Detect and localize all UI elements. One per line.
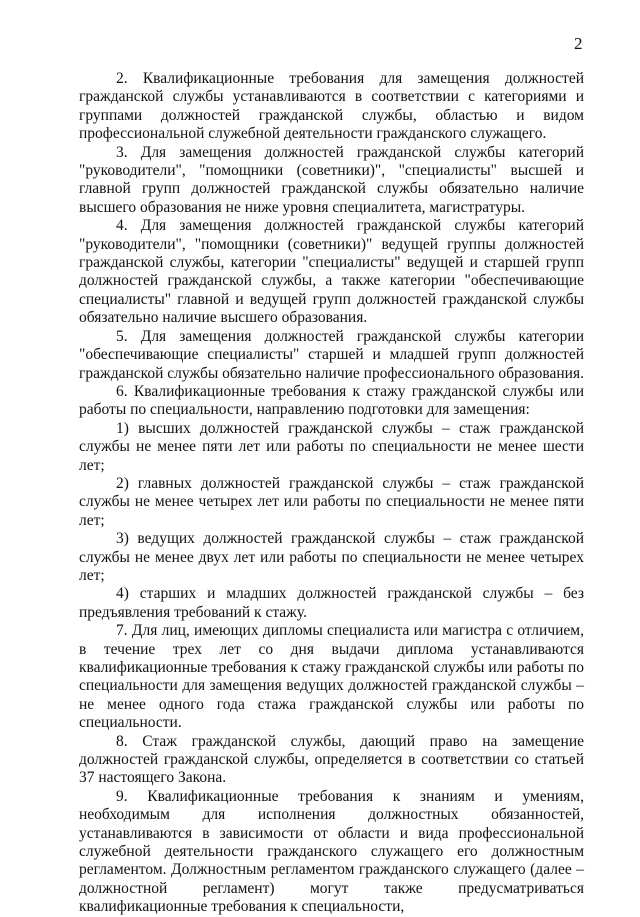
paragraph-6-item-4: 4) старших и младших должностей гражданской службы – без предъявления требований к стажу.: [79, 585, 584, 621]
paragraph-7: 7. Для лиц, имеющих дипломы специалиста или магистра с отличием, в течение трех лет со дня выдачи диплома устанавливаются квалификационные требования к стажу гражданской службы или работы по специальности для замещения ведущих должностей гражданской службы – не менее одного года стажа гражданской службы или работы по специальности.: [79, 622, 584, 732]
paragraph-6-item-3: 3) ведущих должностей гражданской службы – стаж гражданской службы не менее двух лет или работы по специальности не менее четырех лет;: [79, 530, 584, 584]
paragraph-2: 2. Квалификационные требования для замещения должностей гражданской службы устанавливаются в соответствии с категориями и группами должностей гражданской службы, областью и видом профессиональной служебной деятельности гражданского служащего.: [79, 70, 584, 143]
paragraph-5: 5. Для замещения должностей гражданской службы категории "обеспечивающие специалисты" старшей и младшей групп должностей гражданской службы обязательно наличие профессионального образования.: [79, 327, 584, 382]
page-number: 2: [574, 34, 583, 53]
paragraph-4: 4. Для замещения должностей гражданской службы категорий "руководители", "помощники (советники)" ведущей группы должностей гражданской службы, категории "специалисты" ведущей и старшей групп должностей гражданской службы, а также категории "обеспечивающие специалисты" главной и ведущей групп должностей гражданской службы обязательно наличие высшего образования.: [79, 217, 584, 327]
paragraph-9: 9. Квалификационные требования к знаниям и умениям, необходимым для исполнения должностных обязанностей, устанавливаются в зависимости от области и вида профессиональной служебной деятельности гражданского служащего его должностным регламентом. Должностным регламентом гражданского служащего (далее – должностной регламент) могут также предусматриваться квалификационные требования к специальности,: [79, 787, 584, 916]
paragraph-3: 3. Для замещения должностей гражданской службы категорий "руководители", "помощники (советники)", "специалисты" высшей и главной групп должностей гражданской службы обязательно наличие высшего образования не ниже уровня специалитета, магистратуры.: [79, 143, 584, 216]
paragraph-6-item-2: 2) главных должностей гражданской службы – стаж гражданской службы не менее четырех лет или работы по специальности не менее пяти лет;: [79, 474, 584, 529]
document-body: [79, 70, 584, 917]
paragraph-6: 6. Квалификационные требования к стажу гражданской службы или работы по специальности, направлению подготовки для замещения:: [79, 382, 584, 419]
paragraph-6-item-1: 1) высших должностей гражданской службы – стаж гражданской службы не менее пяти лет или работы по специальности не менее шести лет;: [79, 419, 584, 474]
paragraph-8: 8. Стаж гражданской службы, дающий право на замещение должностей гражданской службы, определяется в соответствии со статьей 37 настоящего Закона.: [79, 732, 584, 787]
